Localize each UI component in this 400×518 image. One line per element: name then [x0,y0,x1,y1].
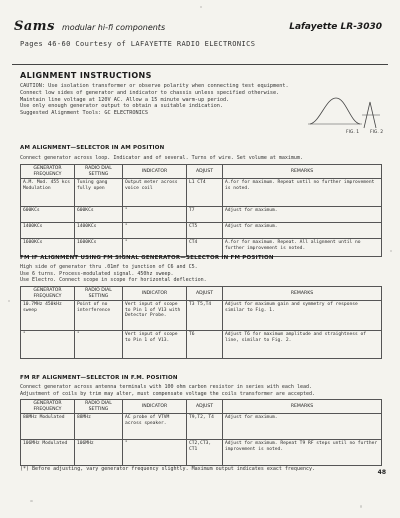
column-header: INDICATOR [123,400,187,414]
table-row [21,179,382,207]
column-header: RADIO DIAL SETTING [75,400,123,414]
table-cell: CT4 [187,239,223,257]
column-header: ADJUST [187,400,223,414]
table-cell: 1400KCs [21,223,75,239]
table-cell: T6 [187,331,223,359]
caution-line: Maintain line voltage at 120V AC. Allow a 15 minute warm-up period. [20,96,230,103]
column-header: ADJUST [187,287,223,301]
table-row [21,414,382,440]
table-cell: Adjust T6 for maximum amplitude and straightness of line, similar to Fig. 2. [223,331,382,359]
caution-line: Use only enough generator output to obtain a suitable indication. [20,103,224,110]
column-header: INDICATOR [123,165,187,179]
table-cell: " [123,440,187,466]
table-cell: " [123,223,187,239]
table-cell: A.for for maximum. Repeat until no further improvement is noted. [223,179,382,207]
caution-block [20,83,320,117]
table-cell: CT2,CT3, CT1 [187,440,223,466]
table-cell: 600KCs [75,207,123,223]
column-header: GENERATOR FREQUENCY [21,400,75,414]
caution-line: Connect low sides of generator and indicator to chassis unless specified otherwise. [20,89,280,96]
column-header: REMARKS [223,287,382,301]
table-cell: Vert input of scope to Pin 1 of V13 with Detector Probe. [123,301,187,331]
table-cell: 1400KCs [75,223,123,239]
fm-if-note [20,264,380,284]
table-cell: 10.7MHz 450kHz sweep [21,301,75,331]
brand-subtitle: modular hi-fi components [62,23,166,32]
table-cell: AC probe of VTVM across speaker. [123,414,187,440]
table-cell: " [75,331,123,359]
table-cell: A.M. Mod. 455 kcs Modulation [21,179,75,207]
figure-1-label: FIG. 1 [346,130,360,135]
table-cell: " [21,331,75,359]
fm-rf-section-title: FM RF ALIGNMENT—SELECTOR IN F.M. POSITION [20,375,178,381]
note-line: Use Electro. Connect scope in scope for horizontal deflection. [20,277,207,283]
divider [12,64,388,65]
table-row [21,207,382,223]
column-header: INDICATOR [123,287,187,301]
fm-if-section-title: FM IF ALIGNMENT USING FM SIGNAL GENERATOR—SELECTOR IN FM POSITION [20,255,274,261]
print-speck [360,505,362,508]
table-cell: Tuning gang fully open [75,179,123,207]
table-cell: Adjust for maximum. [223,207,382,223]
am-section-title: AM ALIGNMENT—SELECTOR IN AM POSITION [20,145,165,151]
print-speck [390,250,392,252]
print-speck [8,300,10,302]
am-alignment-table [20,164,382,257]
print-speck [30,500,33,502]
table-cell: Output meter across voice coil [123,179,187,207]
table-cell: L1 CT4 [187,179,223,207]
table-row [21,223,382,239]
table-cell: " [123,239,187,257]
table-cell: 88MHz Modulated [21,414,75,440]
table-cell: Adjust for maximum gain and symmetry of response similar to Fig. 1. [223,301,382,331]
fm-rf-footnote: (*) Before adjusting, vary generator frequency slightly. Maximum output indicates exact frequency. [20,466,316,472]
table-header-row [21,165,382,179]
column-header: RADIO DIAL SETTING [75,165,123,179]
table-cell: A.for for maximum. Repeat. All alignment until no further improvement is noted. [223,239,382,257]
caution-line: CAUTION: Use isolation transformer or observe polarity when connecting test equipment. [20,83,289,89]
table-cell: 106MHz [75,440,123,466]
table-cell: CT5 [187,223,223,239]
note-line: Connect generator across antenna terminals with 100 ohm carbon resistor in series with each lead. [20,384,312,390]
caution-line: Suggested Alignment Tools: GC ELECTRONICS [20,110,149,117]
column-header: GENERATOR FREQUENCY [21,165,75,179]
response-curve-figures [306,88,386,136]
table-cell: Vert input of scope to Pin 1 of V13. [123,331,187,359]
table-row [21,331,382,359]
table-cell: 106MHz Modulated [21,440,75,466]
fm-if-alignment-table [20,286,382,359]
fm-rf-note [20,384,380,397]
brand-logo: Sams [14,19,55,34]
table-header-row [21,400,382,414]
table-row [21,239,382,257]
table-cell: T7 [187,207,223,223]
column-header: REMARKS [223,400,382,414]
column-header: ADJUST [187,165,223,179]
note-line: High side of generator thru .01mf to junction of C6 and C5. [20,264,198,270]
table-header-row [21,287,382,301]
am-note: Connect generator across loop. Indicator and of several. Turns of wire. Set volume at maximum. [20,155,303,161]
table-cell: 1600KCs [75,239,123,257]
table-cell: Adjust for maximum. [223,414,382,440]
page-number: 48 [377,469,386,476]
response-curve-diagram [306,88,386,136]
courtesy-line: Pages 46-60 Courtesy of LAFAYETTE RADIO ELECTRONICS [20,40,256,48]
note-line: Use 6 turns. Process-modulated signal. 450hz sweep. [20,270,174,277]
table-cell: " [123,207,187,223]
table-cell: 600KCs [21,207,75,223]
table-cell: 1600KCs [21,239,75,257]
table-cell: Point of no interference [75,301,123,331]
table-row [21,440,382,466]
column-header: RADIO DIAL SETTING [75,287,123,301]
table-row [21,301,382,331]
print-speck [200,6,202,8]
page-title: ALIGNMENT INSTRUCTIONS [20,71,152,80]
table-cell: Adjust for maximum. Repeat T9 RF steps until no further improvement is noted. [223,440,382,466]
table-cell: T3 T5,T4 [187,301,223,331]
note-line: Adjustment of coils by trim may alter, must compensate voltage the coils transformer are accepted. [20,390,316,397]
table-cell: 88MHz [75,414,123,440]
model-number: Lafayette LR-3030 [289,22,382,32]
table-cell: T9,T2, T4 [187,414,223,440]
figure-2-label: FIG. 2 [370,130,384,135]
table-cell: Adjust for maximum. [223,223,382,239]
fm-rf-alignment-table [20,399,382,466]
column-header: REMARKS [223,165,382,179]
column-header: GENERATOR FREQUENCY [21,287,75,301]
